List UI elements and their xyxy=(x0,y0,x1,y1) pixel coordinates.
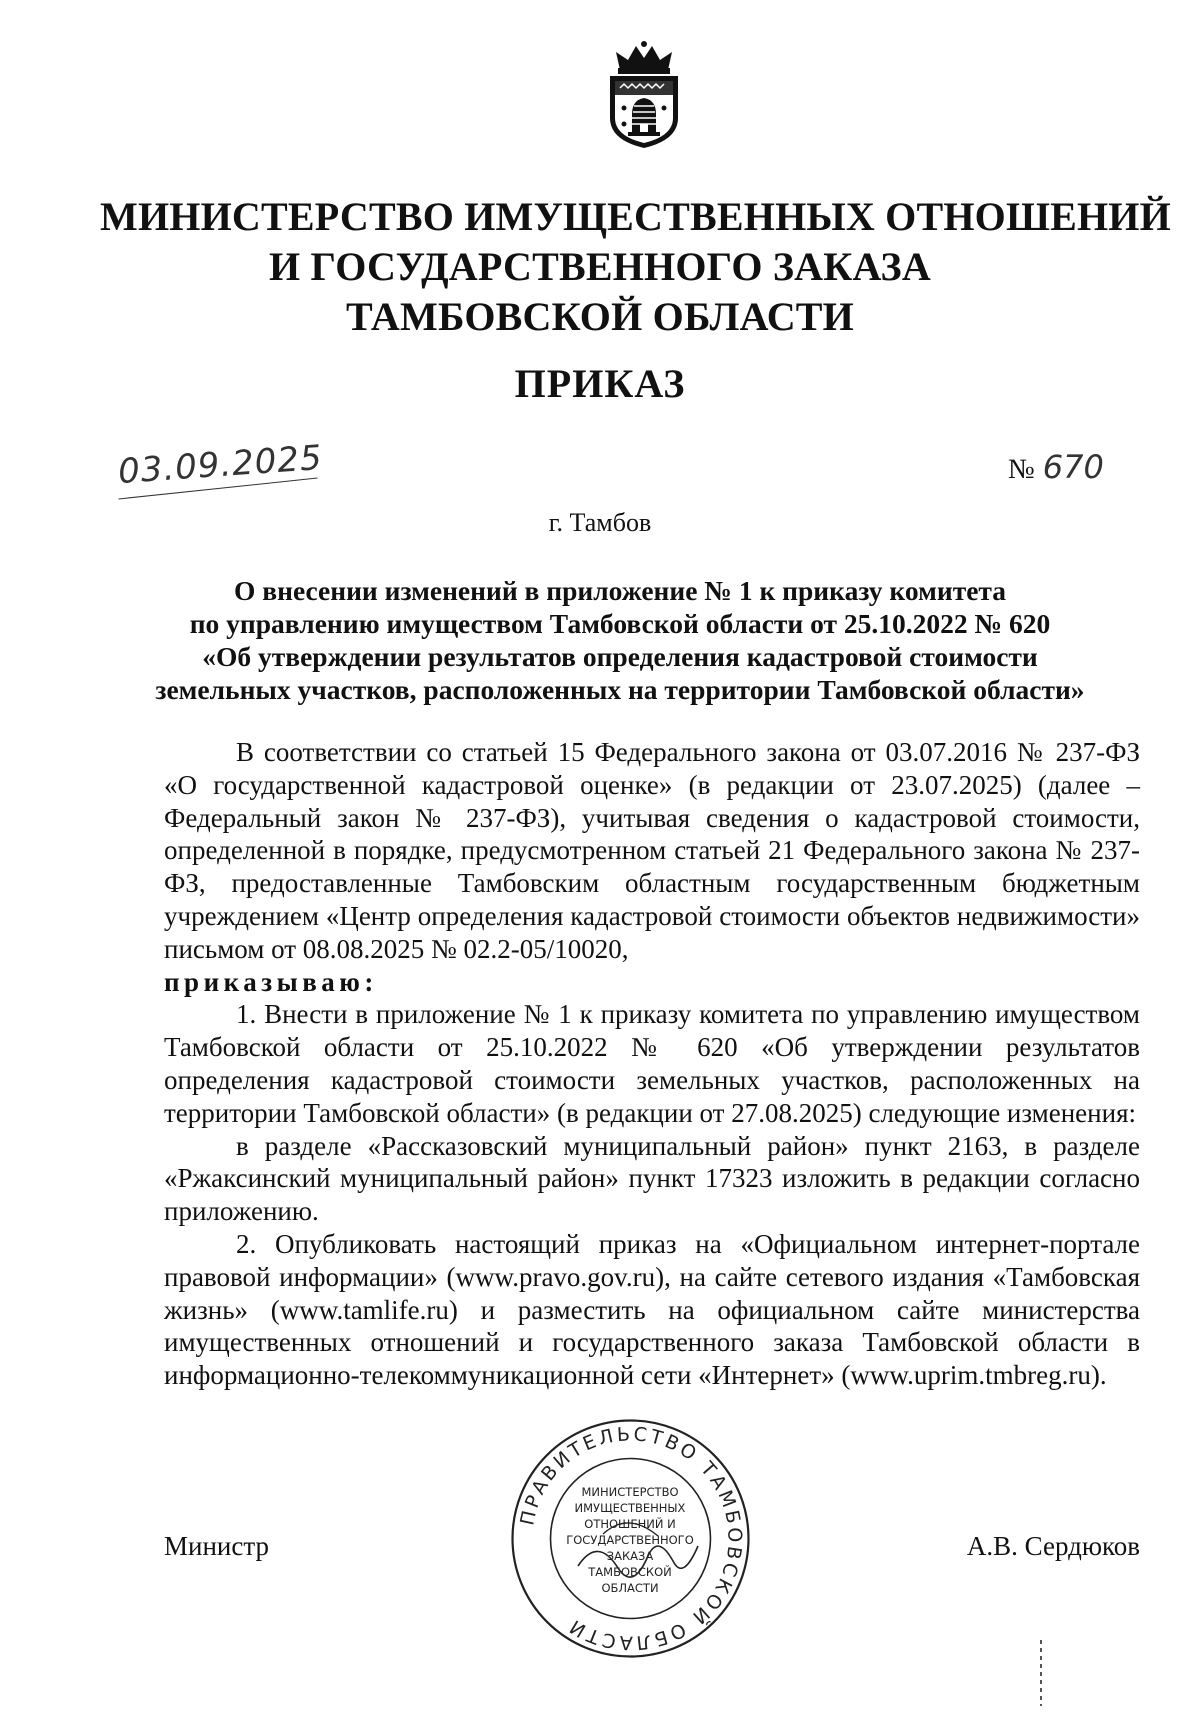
order-body xyxy=(164,736,1140,1392)
svg-text:ИМУЩЕСТВЕННЫХ: ИМУЩЕСТВЕННЫХ xyxy=(574,1501,686,1515)
preamble-paragraph: В соответствии со статьей 15 Федерального закона от 03.07.2016 № 237-ФЗ «О государственной кадастровой оценке» (в редакции от 23.07.2025) (далее – Федеральный закон № 237-ФЗ), учитывая сведения о кадастровой стоимости, определенной в порядке, предусмотренном статьей 21 Федерального закона № 237-ФЗ, предоставленные Тамбовским областным государственным бюджетным учреждением «Центр определения кадастровой стоимости объектов недвижимости» письмом от 08.08.2025 № 02.2-05/10020, xyxy=(164,737,1140,964)
handwritten-number: 670 xyxy=(1042,448,1104,486)
official-seal-icon xyxy=(508,1416,753,1661)
item-1-paragraph: 1. Внести в приложение № 1 к приказу комитета по управлению имуществом Тамбовской области от 25.10.2022 № 620 «Об утверждении результатов определения кадастровой стоимости земельных участков, расположенных на территории Тамбовской области» (в редакции от 27.08.2025) следующие изменения: xyxy=(164,999,1140,1128)
order-subject xyxy=(120,574,1120,706)
svg-text:ТАМБОВСКОЙ: ТАМБОВСКОЙ xyxy=(588,1565,672,1579)
order-number xyxy=(1008,448,1104,486)
document-type: ПРИКАЗ xyxy=(514,361,686,406)
subject-line-3: «Об утверждении результатов определения кадастровой стоимости xyxy=(202,641,1038,672)
item-2-paragraph: 2. Опубликовать настоящий приказ на «Официальном интернет-портале правовой информации» (www.pravo.gov.ru), на сайте сетевого издания «Тамбовская жизнь» (www.tamlife.ru) и разместить на официальном сайте министерства имущественных отношений и государственного заказа Тамбовской области в информационно-телекоммуникационной сети «Интернет» (www.uprim.tmbreg.ru). xyxy=(164,1228,1140,1391)
subject-line-2: по управлению имуществом Тамбовской области от 25.10.2022 № 620 xyxy=(189,608,1051,639)
signatory-position: Министр xyxy=(164,1531,269,1561)
subject-line-1: О внесении изменений в приложение № 1 к приказу комитета xyxy=(233,575,1007,606)
number-sign: № xyxy=(1008,454,1035,485)
subject-line-4: земельных участков, расположенных на территории Тамбовской области» xyxy=(155,674,1085,705)
ministry-title-line-2: И ГОСУДАРСТВЕННОГО ЗАКАЗА xyxy=(269,244,931,289)
svg-text:ГОСУДАРСТВЕННОГО: ГОСУДАРСТВЕННОГО xyxy=(566,1533,694,1547)
ministry-title-line-1: МИНИСТЕРСТВО ИМУЩЕСТВЕННЫХ ОТНОШЕНИЙ xyxy=(100,194,1171,239)
coat-of-arms-icon xyxy=(598,40,690,150)
svg-text:ЗАКАЗА: ЗАКАЗА xyxy=(606,1549,654,1563)
ministry-title xyxy=(100,192,1171,342)
svg-text:ПРАВИТЕЛЬСТВО ТАМБОВСКОЙ ОБЛАС: ПРАВИТЕЛЬСТВО ТАМБОВСКОЙ ОБЛАСТИ xyxy=(516,1423,746,1654)
handwritten-date: 03.09.2025 xyxy=(116,437,324,493)
decree-line xyxy=(164,966,1140,999)
ministry-title-line-3: ТАМБОВСКОЙ ОБЛАСТИ xyxy=(346,294,854,339)
svg-text:ОБЛАСТИ: ОБЛАСТИ xyxy=(601,1581,659,1595)
signatory-name: А.В. Сердюков xyxy=(966,1531,1140,1561)
svg-text:МИНИСТЕРСТВО: МИНИСТЕРСТВО xyxy=(581,1485,679,1499)
margin-mark xyxy=(1040,1640,1042,1706)
city-label: г. Тамбов xyxy=(548,508,652,537)
item-1-detail-paragraph: в разделе «Рассказовский муниципальный район» пункт 2163, в разделе «Ржаксинский муниципальный район» пункт 17323 изложить в редакции согласно приложению. xyxy=(164,1130,1140,1227)
svg-text:ОТНОШЕНИЙ И: ОТНОШЕНИЙ И xyxy=(584,1517,676,1531)
decree-word: приказываю: xyxy=(164,966,378,997)
